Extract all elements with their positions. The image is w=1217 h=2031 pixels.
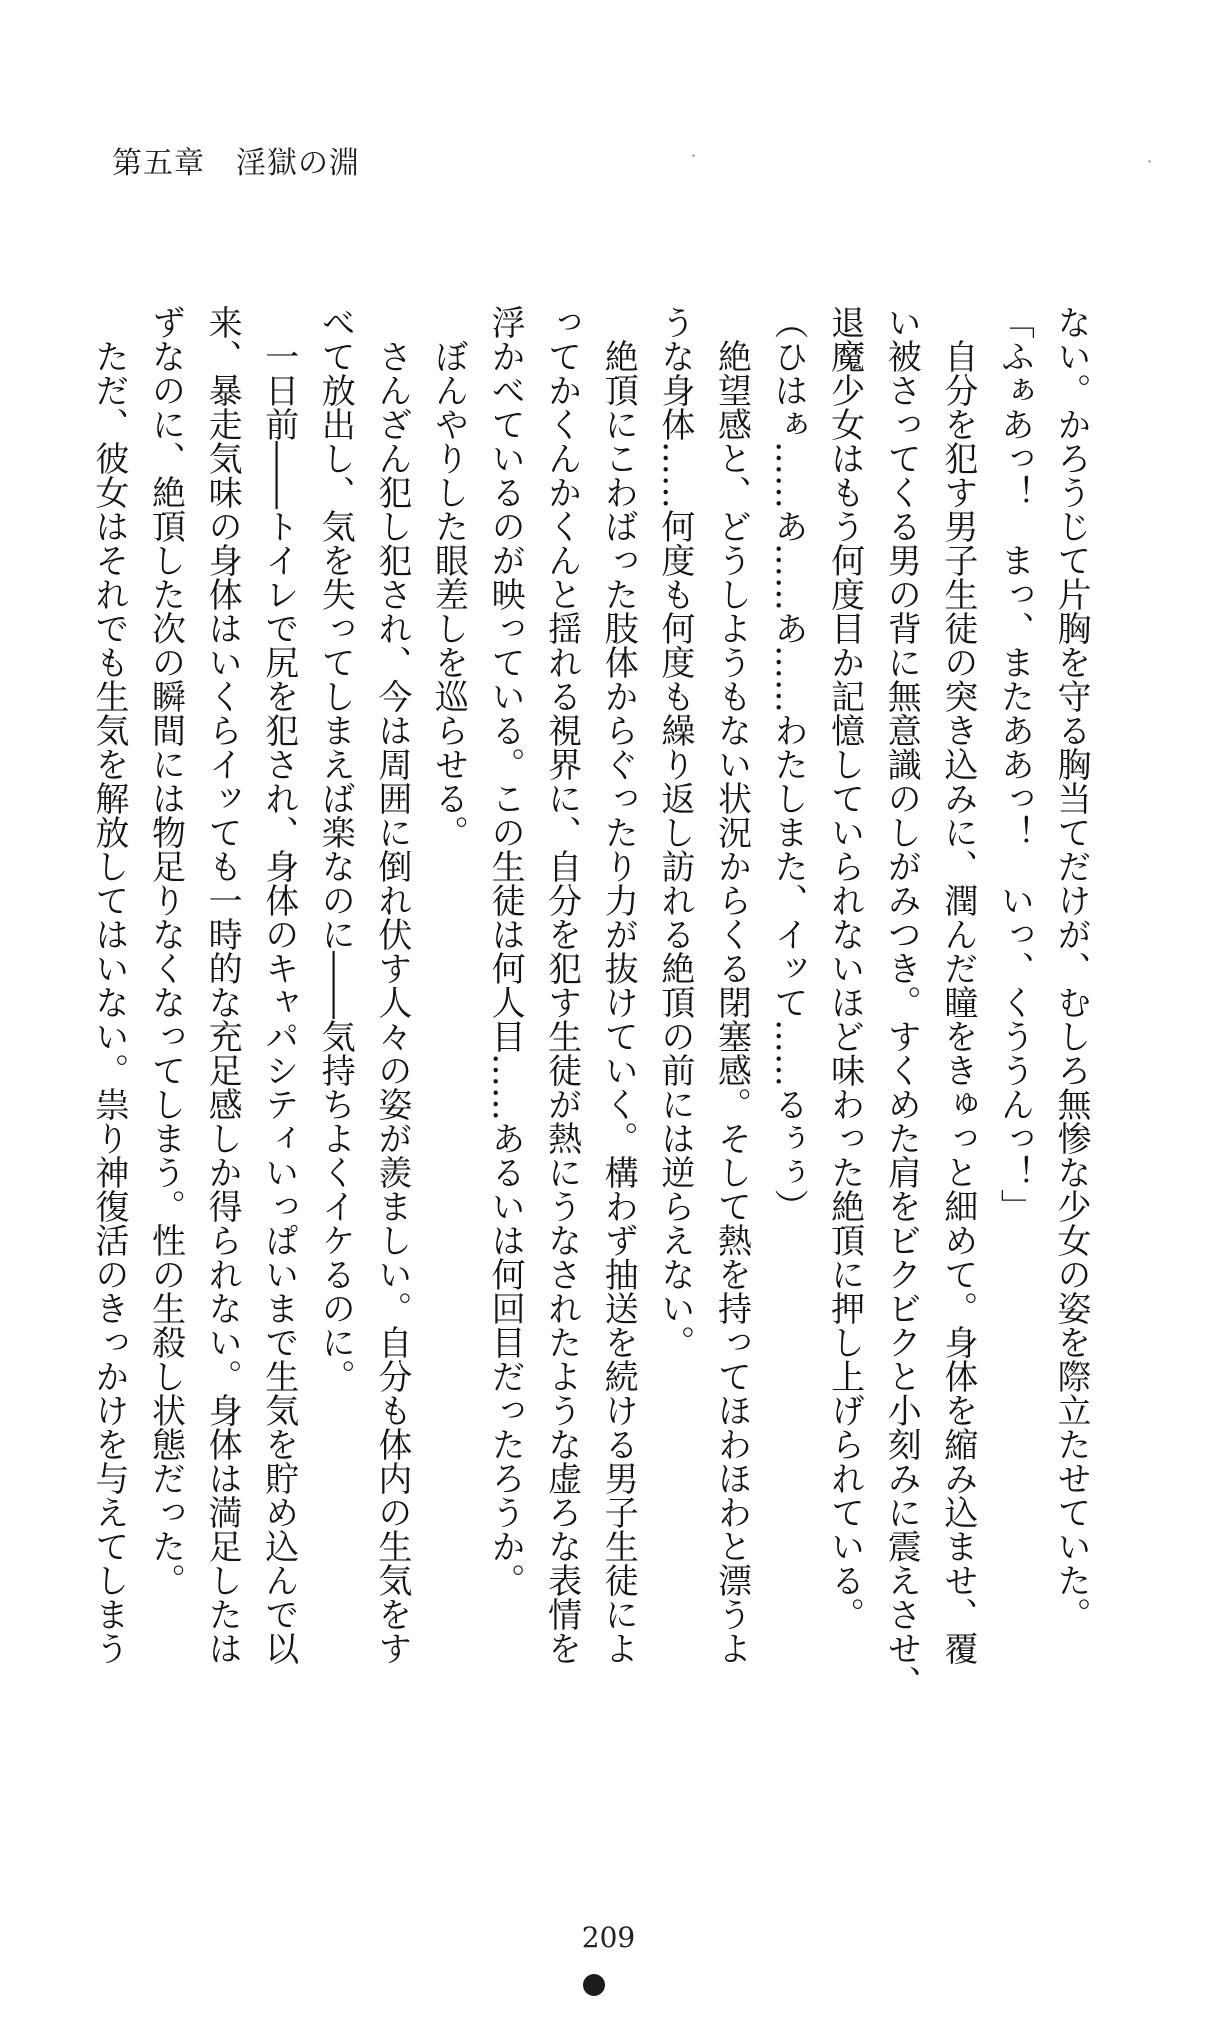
chapter-header: 第五章 淫獄の淵: [112, 146, 360, 181]
page-number: 209: [581, 1921, 636, 1954]
text-line: ぼんやりした眼差しを巡らせる。: [428, 305, 469, 849]
text-line: うな身体……何度も何度も繰り返し訪れる絶頂の前には逆らえない。: [654, 305, 695, 1359]
text-line: 退魔少女はもう何度目か記憶していられないほど味わった絶頂に押し上げられている。: [824, 305, 865, 1631]
text-line: ってかくんかくんと揺れる視界に、自分を犯す生徒が熱にうなされたような虚ろな表情を: [541, 305, 582, 1665]
text-line: ない。かろうじて片胸を守る胸当てだけが、むしろ無惨な少女の姿を際立たせていた。: [1051, 305, 1091, 1631]
text-line: 一日前――トイレで尻を犯され、身体のキャパシティいっぱいまで生気を貯め込んで以: [258, 305, 299, 1665]
text-line: ただ、彼女はそれでも生気を解放してはいない。祟り神復活のきっかけを与えてしまう: [88, 305, 129, 1665]
paper-speck: [1148, 160, 1151, 163]
body-text: [80, 305, 1099, 1755]
text-line: 「ふぁあっ！ まっ、またああっ！ いっ、くううんっ！」: [994, 305, 1035, 1223]
text-line: ずなのに、絶頂した次の瞬間には物足りなくなってしまう。性の生殺し状態だった。: [145, 305, 186, 1597]
text-line: 浮かべているのが映っている。この生徒は何人目……あるいは何回目だったろうか。: [485, 305, 526, 1597]
text-line: （ひはぁ……あ……あ……わたしまた、イッて……るぅぅ）: [768, 305, 809, 1223]
text-line: 絶頂にこわばった肢体からぐったり力が抜けていく。構わず抽送を続ける男子生徒によ: [598, 305, 639, 1665]
text-line: 来、暴走気味の身体はいくらイッても一時的な充足感しか得られない。身体は満足したは: [202, 305, 243, 1665]
paper-speck: [692, 154, 695, 157]
text-line: 絶望感と、どうしようもない状況からくる閉塞感。そして熱を持ってほわほわと漂うよ: [711, 305, 752, 1665]
text-line: べて放出し、気を失ってしまえば楽なのに――気持ちよくイケるのに。: [315, 305, 356, 1393]
page-dot-icon: [583, 1974, 605, 1996]
text-line: さんざん犯し犯され、今は周囲に倒れ伏す人々の姿が羨ましい。自分も体内の生気をす: [371, 305, 412, 1665]
text-line: い被さってくる男の背に無意識のしがみつき。すくめた肩をビクビクと小刻みに震えさせ、: [881, 305, 922, 1699]
text-line: 自分を犯す男子生徒の突き込みに、潤んだ瞳をきゅっと細めて。身体を縮み込ませ、覆: [937, 305, 978, 1665]
